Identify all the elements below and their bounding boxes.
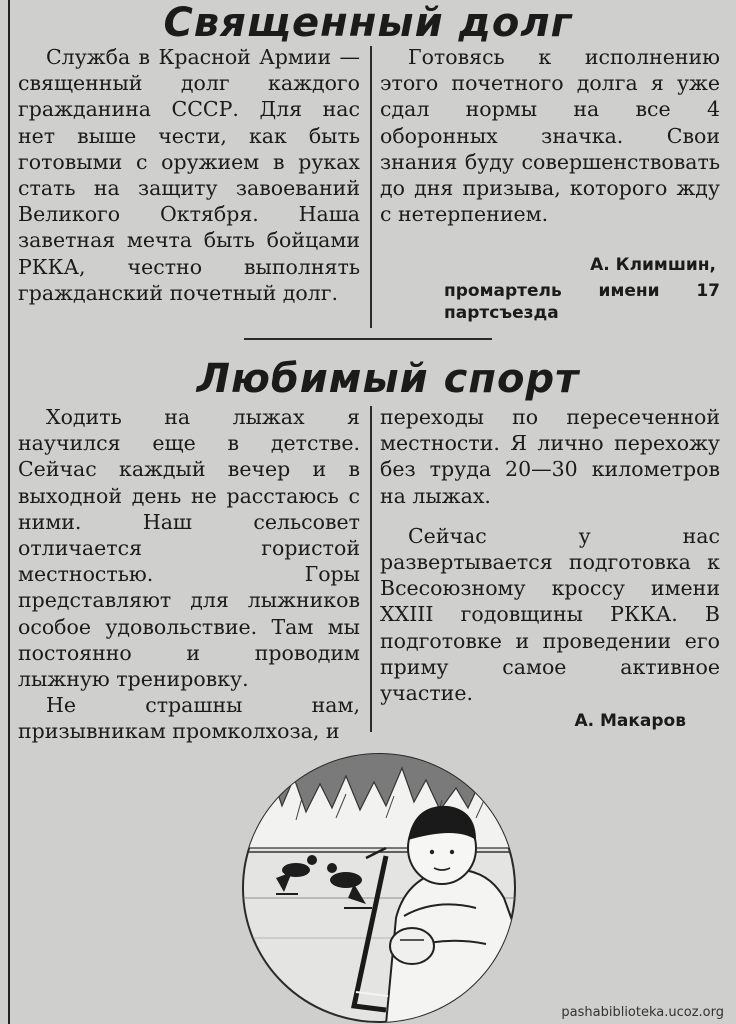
article2-column-left xyxy=(18,404,360,745)
article1-author: А. Климшин, xyxy=(590,255,716,275)
article2-paragraph: Сейчас у нас развертывается подготовка к Всесоюзному кроссу имени XXIII годовщины РККА. В подготовке и проведении его приму самое активное участие. xyxy=(380,523,720,706)
article1-column-left xyxy=(18,44,360,306)
article1-paragraph: Готовясь к исполнению этого почетного долга я уже сдал нормы на все 4 оборонных значка. Свои знания буду совершенствовать до дня призыва, которого жду с нетерпением. xyxy=(380,45,720,227)
article1-affiliation: промартель имени 17 партсъезда xyxy=(444,281,720,323)
article2-paragraph: Не страшны нам, призывникам промколхоза, и xyxy=(18,693,360,744)
article1-paragraph: Служба в Красной Армии — священный долг каждого гражданина СССР. Для нас нет выше чести, как быть готовыми с оружием в руках стать на защиту завоеваний Великого Октября. Наша заветная мечта быть бойцами РККА, честно выполнять гражданский почетный долг. xyxy=(18,45,360,305)
hockey-illustration xyxy=(236,748,522,1024)
article2-paragraph: Ходить на лыжах я научился еще в детстве. Сейчас каждый вечер и в выходной день не расстаюсь с ними. Наш сельсовет отличается гористой местностью. Горы представляют для лыжников особое удовольствие. Там мы постоянно и проводим лыжную тренировку. xyxy=(18,405,360,692)
article2-column-divider xyxy=(370,406,372,732)
article1-column-divider xyxy=(370,46,372,328)
page-edge-line xyxy=(8,0,10,1024)
article2-paragraph: переходы по пересеченной местности. Я лично перехожу без труда 20—30 километров на лыжах. xyxy=(380,405,720,508)
watermark: pashabiblioteka.ucoz.org xyxy=(561,1005,724,1020)
article2-title: Любимый спорт xyxy=(196,356,580,402)
article1-column-right xyxy=(380,44,720,227)
article2-author: А. Макаров xyxy=(574,711,686,731)
article1-title: Священный долг xyxy=(163,0,573,46)
article2-column-right xyxy=(380,404,720,706)
section-divider xyxy=(244,338,492,340)
